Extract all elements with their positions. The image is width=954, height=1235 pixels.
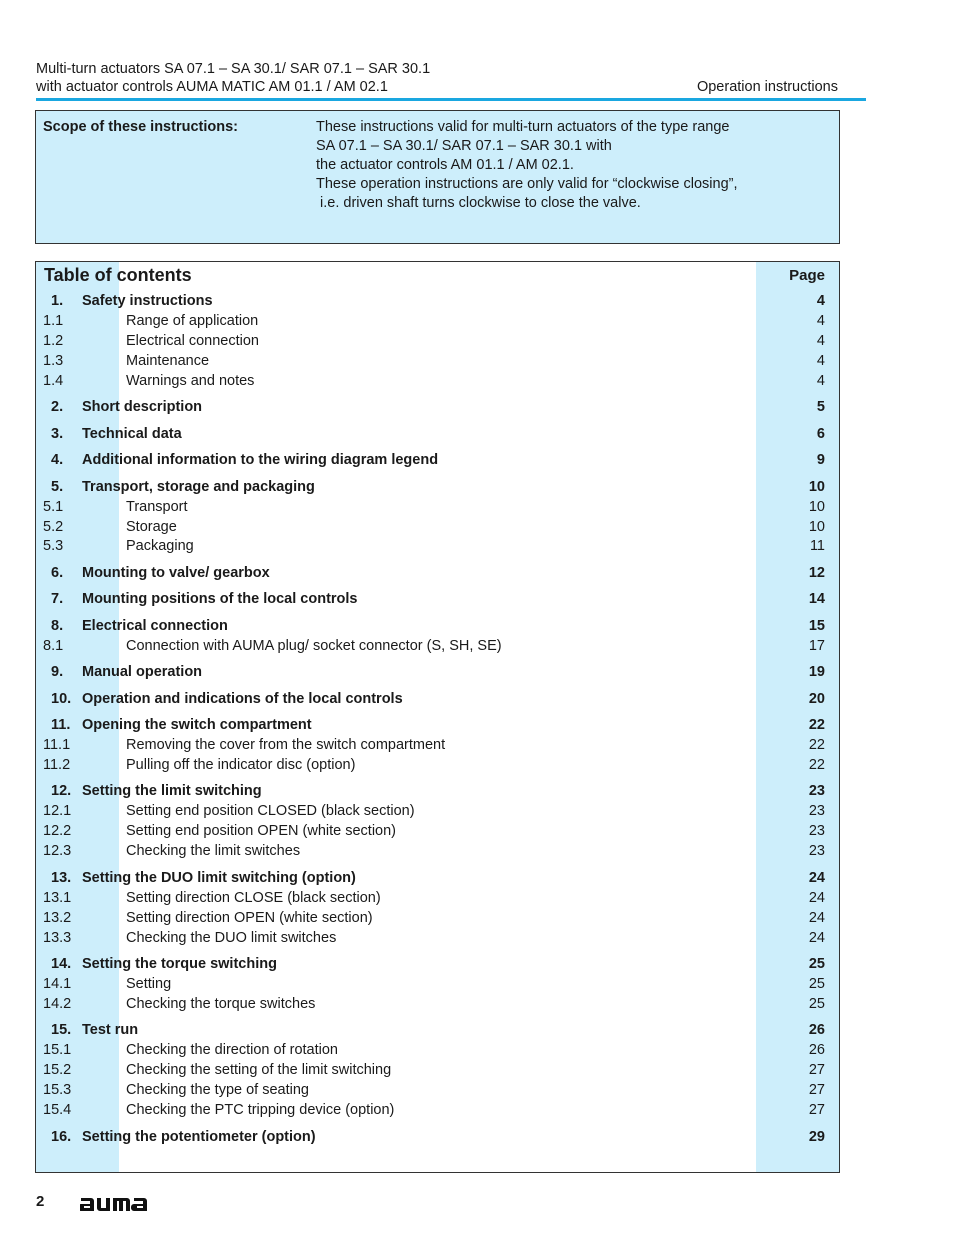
toc-entry-number: 15.3 [43, 1082, 72, 1099]
toc-entry-title: Packaging [126, 538, 194, 555]
toc-entry-title: Transport [126, 498, 188, 515]
toc-entry-page: 10 [808, 478, 825, 495]
toc-subsection-row [36, 311, 839, 331]
toc-section-row [36, 589, 839, 609]
toc-entry-number: 15.1 [43, 1042, 72, 1059]
toc-entry-number: 11. [51, 717, 71, 734]
toc-entry-number: 11.2 [43, 757, 71, 773]
toc-entry-number: 5. [51, 478, 64, 495]
toc-entry-number: 3. [51, 425, 64, 442]
toc-entry-page: 23 [808, 783, 825, 800]
toc-entry-page: 23 [808, 803, 825, 820]
toc-section-row [36, 563, 839, 583]
toc-entry-title: Setting end position CLOSED (black section) [126, 803, 415, 820]
toc-section-row [36, 1127, 839, 1147]
toc-section-row [36, 477, 839, 497]
toc-entry-title: Setting the limit switching [82, 783, 262, 800]
toc-entry-page: 6 [816, 425, 825, 442]
toc-subsection-row [36, 636, 839, 656]
toc-section-row [36, 291, 839, 311]
scope-label: Scope of these instructions: [43, 119, 238, 135]
scope-box [35, 110, 840, 244]
document-header [36, 60, 430, 96]
toc-entry-page: 11 [809, 538, 825, 555]
toc-entry-title: Electrical connection [82, 617, 228, 634]
toc-entry-title: Pulling off the indicator disc (option) [126, 757, 356, 773]
toc-entry-number: 15. [51, 1022, 72, 1039]
toc-entry-title: Checking the PTC tripping device (option) [126, 1102, 395, 1119]
toc-section-row [36, 616, 839, 636]
toc-entry-title: Test run [82, 1022, 139, 1039]
toc-entry-title: Setting the torque switching [82, 956, 277, 973]
toc-entry-number: 12. [51, 783, 72, 800]
toc-subsection-row [36, 497, 839, 517]
toc-entry-page: 24 [808, 889, 825, 906]
toc-entry-number: 14. [51, 956, 72, 973]
toc-entry-title: Checking the type of seating [126, 1082, 309, 1099]
toc-entry-number: 12.1 [43, 803, 72, 820]
toc-entry-page: 4 [816, 332, 825, 349]
toc-entry-page: 20 [808, 690, 825, 707]
toc-entry-page: 24 [808, 869, 825, 886]
toc-section-row [36, 715, 839, 735]
toc-entry-number: 8. [51, 617, 64, 634]
toc-entry-page: 25 [808, 995, 825, 1012]
toc-entry-title: Maintenance [126, 352, 210, 369]
auma-logo [80, 1187, 154, 1222]
toc-entry-title: Setting [126, 976, 172, 992]
toc-entry-page: 10 [808, 518, 825, 535]
toc-entry-page: 9 [816, 452, 825, 469]
toc-entry-title: Checking the torque switches [126, 995, 316, 1012]
toc-entry-number: 1.1 [43, 312, 64, 329]
toc-entry-page: 22 [808, 737, 825, 754]
toc-subsection-row [36, 888, 839, 908]
toc-section-row [36, 397, 839, 417]
toc-entry-title: Setting the potentiometer (option) [82, 1128, 316, 1145]
toc-entry-title: Checking the DUO limit switches [126, 929, 337, 946]
toc-section-row [36, 1020, 839, 1040]
toc-entry-number: 12.3 [43, 843, 72, 860]
toc-entry-page: 26 [808, 1042, 825, 1059]
toc-subsection-row [36, 908, 839, 928]
toc-subsection-row [36, 371, 839, 391]
toc-section-row [36, 689, 839, 709]
toc-entry-title: Short description [82, 399, 203, 416]
toc-subsection-row [36, 928, 839, 948]
toc-subsection-row [36, 755, 839, 775]
toc-entry-number: 1.2 [43, 332, 64, 349]
toc-entry-title: Setting end position OPEN (white section) [126, 823, 396, 840]
toc-entry-page: 22 [808, 717, 825, 734]
toc-entry-page: 26 [808, 1022, 825, 1039]
toc-entry-number: 1.3 [43, 352, 64, 369]
toc-entry-number: 2. [51, 399, 64, 416]
toc-entry-page: 27 [808, 1102, 825, 1119]
toc-entry-number: 15.4 [43, 1102, 72, 1119]
toc-subsection-row [36, 735, 839, 755]
toc-entry-page: 15 [808, 617, 825, 634]
toc-entry-page: 25 [808, 956, 825, 973]
toc-subsection-row [36, 821, 839, 841]
toc-subsection-row [36, 841, 839, 861]
toc-entry-title: Setting direction CLOSE (black section) [126, 889, 381, 906]
toc-entry-number: 4. [51, 452, 64, 469]
toc-entry-page: 27 [808, 1082, 825, 1099]
toc-entry-page: 4 [816, 312, 825, 329]
toc-entry-number: 16. [51, 1128, 72, 1145]
toc-entry-page: 14 [808, 591, 825, 608]
toc-subsection-row [36, 536, 839, 556]
toc-section-row [36, 450, 839, 470]
toc-entry-page: 10 [808, 498, 825, 515]
toc-entry-page: 27 [808, 1062, 825, 1079]
toc-entry-title: Setting the DUO limit switching (option) [82, 869, 356, 886]
toc-entry-title: Checking the limit switches [126, 843, 301, 860]
toc-entry-number: 8.1 [43, 637, 64, 654]
toc-entry-page: 4 [816, 372, 825, 389]
toc-subsection-row [36, 331, 839, 351]
toc-entry-title: Safety instructions [82, 293, 213, 309]
toc-page-header: Page [789, 267, 825, 284]
toc-entry-number: 6. [51, 564, 64, 581]
scope-text: These instructions valid for multi-turn actuators of the type range SA 07.1 – SA 30.1/ SAR 07.1 – SAR 30.1 with the actuator controls AM 01.1 / AM 02.1. These operation instructions are only valid for “clockwise closing”, i.e. driven shaft turns clockwise to close the valve. [316, 119, 738, 211]
toc-entry-page: 17 [808, 637, 825, 654]
toc-subsection-row [36, 801, 839, 821]
toc-subsection-row [36, 1100, 839, 1120]
toc-section-row [36, 662, 839, 682]
page-number: 2 [36, 1193, 45, 1210]
toc-entry-title: Electrical connection [126, 332, 259, 349]
header-line-1: Multi-turn actuators SA 07.1 – SA 30.1/ SAR 07.1 – SAR 30.1 [36, 61, 431, 77]
toc-entry-number: 5.2 [43, 518, 64, 535]
toc-entry-number: 14.2 [43, 995, 72, 1012]
toc-entry-number: 9. [51, 664, 64, 681]
toc-entry-page: 24 [808, 909, 825, 926]
toc-entry-number: 12.2 [43, 823, 72, 840]
header-line-2: with actuator controls AUMA MATIC AM 01.1 / AM 02.1 [36, 79, 388, 95]
toc-entry-number: 1.4 [43, 372, 64, 389]
toc-section-row [36, 954, 839, 974]
toc-entry-number: 5.1 [43, 498, 64, 515]
toc-entry-page: 4 [816, 352, 825, 369]
toc-entry-page: 23 [808, 843, 825, 860]
toc-entry-title: Checking the setting of the limit switching [126, 1062, 392, 1079]
toc-entry-number: 13.2 [43, 909, 72, 926]
toc-title: Table of contents [44, 265, 192, 285]
toc-entry-number: 11.1 [43, 737, 71, 754]
toc-entry-number: 13.1 [43, 889, 72, 906]
toc-subsection-row [36, 974, 839, 994]
toc-entry-page: 29 [808, 1128, 825, 1145]
toc-entry-title: Opening the switch compartment [82, 717, 312, 734]
toc-entry-page: 24 [808, 929, 825, 946]
toc-entry-title: Mounting to valve/ gearbox [82, 564, 270, 581]
toc-entry-page: 5 [816, 399, 825, 416]
toc-subsection-row [36, 1080, 839, 1100]
toc-entry-title: Connection with AUMA plug/ socket connector (S, SH, SE) [126, 637, 502, 654]
toc-entry-title: Removing the cover from the switch compartment [126, 737, 446, 754]
toc-entry-page: 4 [816, 293, 825, 309]
toc-entry-page: 22 [808, 757, 825, 773]
toc-entry-title: Mounting positions of the local controls [82, 591, 358, 608]
toc-entry-page: 23 [808, 823, 825, 840]
toc-entry-number: 13. [51, 869, 72, 886]
toc-entry-number: 1. [51, 293, 64, 309]
auma-logo-icon [80, 1187, 154, 1217]
toc-entry-number: 13.3 [43, 929, 72, 946]
header-rule [36, 98, 866, 101]
toc-entry-number: 10. [51, 690, 72, 707]
table-of-contents [35, 261, 840, 1173]
toc-subsection-row [36, 517, 839, 537]
toc-entry-title: Setting direction OPEN (white section) [126, 909, 373, 926]
toc-entry-title: Checking the direction of rotation [126, 1042, 338, 1059]
toc-entry-number: 5.3 [43, 538, 64, 555]
toc-entry-page: 12 [808, 564, 825, 581]
toc-entry-title: Technical data [82, 425, 182, 442]
toc-subsection-row [36, 1040, 839, 1060]
toc-entry-page: 19 [808, 664, 825, 681]
toc-section-row [36, 424, 839, 444]
toc-section-row [36, 868, 839, 888]
toc-subsection-row [36, 994, 839, 1014]
toc-entry-title: Operation and indications of the local controls [82, 690, 403, 707]
toc-entry-title: Range of application [126, 312, 259, 329]
toc-entry-title: Manual operation [82, 664, 203, 681]
toc-entry-number: 14.1 [43, 976, 72, 992]
toc-entry-number: 7. [51, 591, 64, 608]
toc-entry-title: Additional information to the wiring diagram legend [82, 452, 439, 469]
toc-subsection-row [36, 1060, 839, 1080]
toc-entry-title: Storage [126, 518, 177, 535]
toc-entry-title: Transport, storage and packaging [82, 478, 315, 495]
toc-entry-page: 25 [808, 976, 825, 992]
header-doc-type: Operation instructions [696, 79, 838, 95]
toc-section-row [36, 781, 839, 801]
toc-entry-number: 15.2 [43, 1062, 72, 1079]
toc-entry-title: Warnings and notes [126, 372, 255, 389]
toc-subsection-row [36, 351, 839, 371]
